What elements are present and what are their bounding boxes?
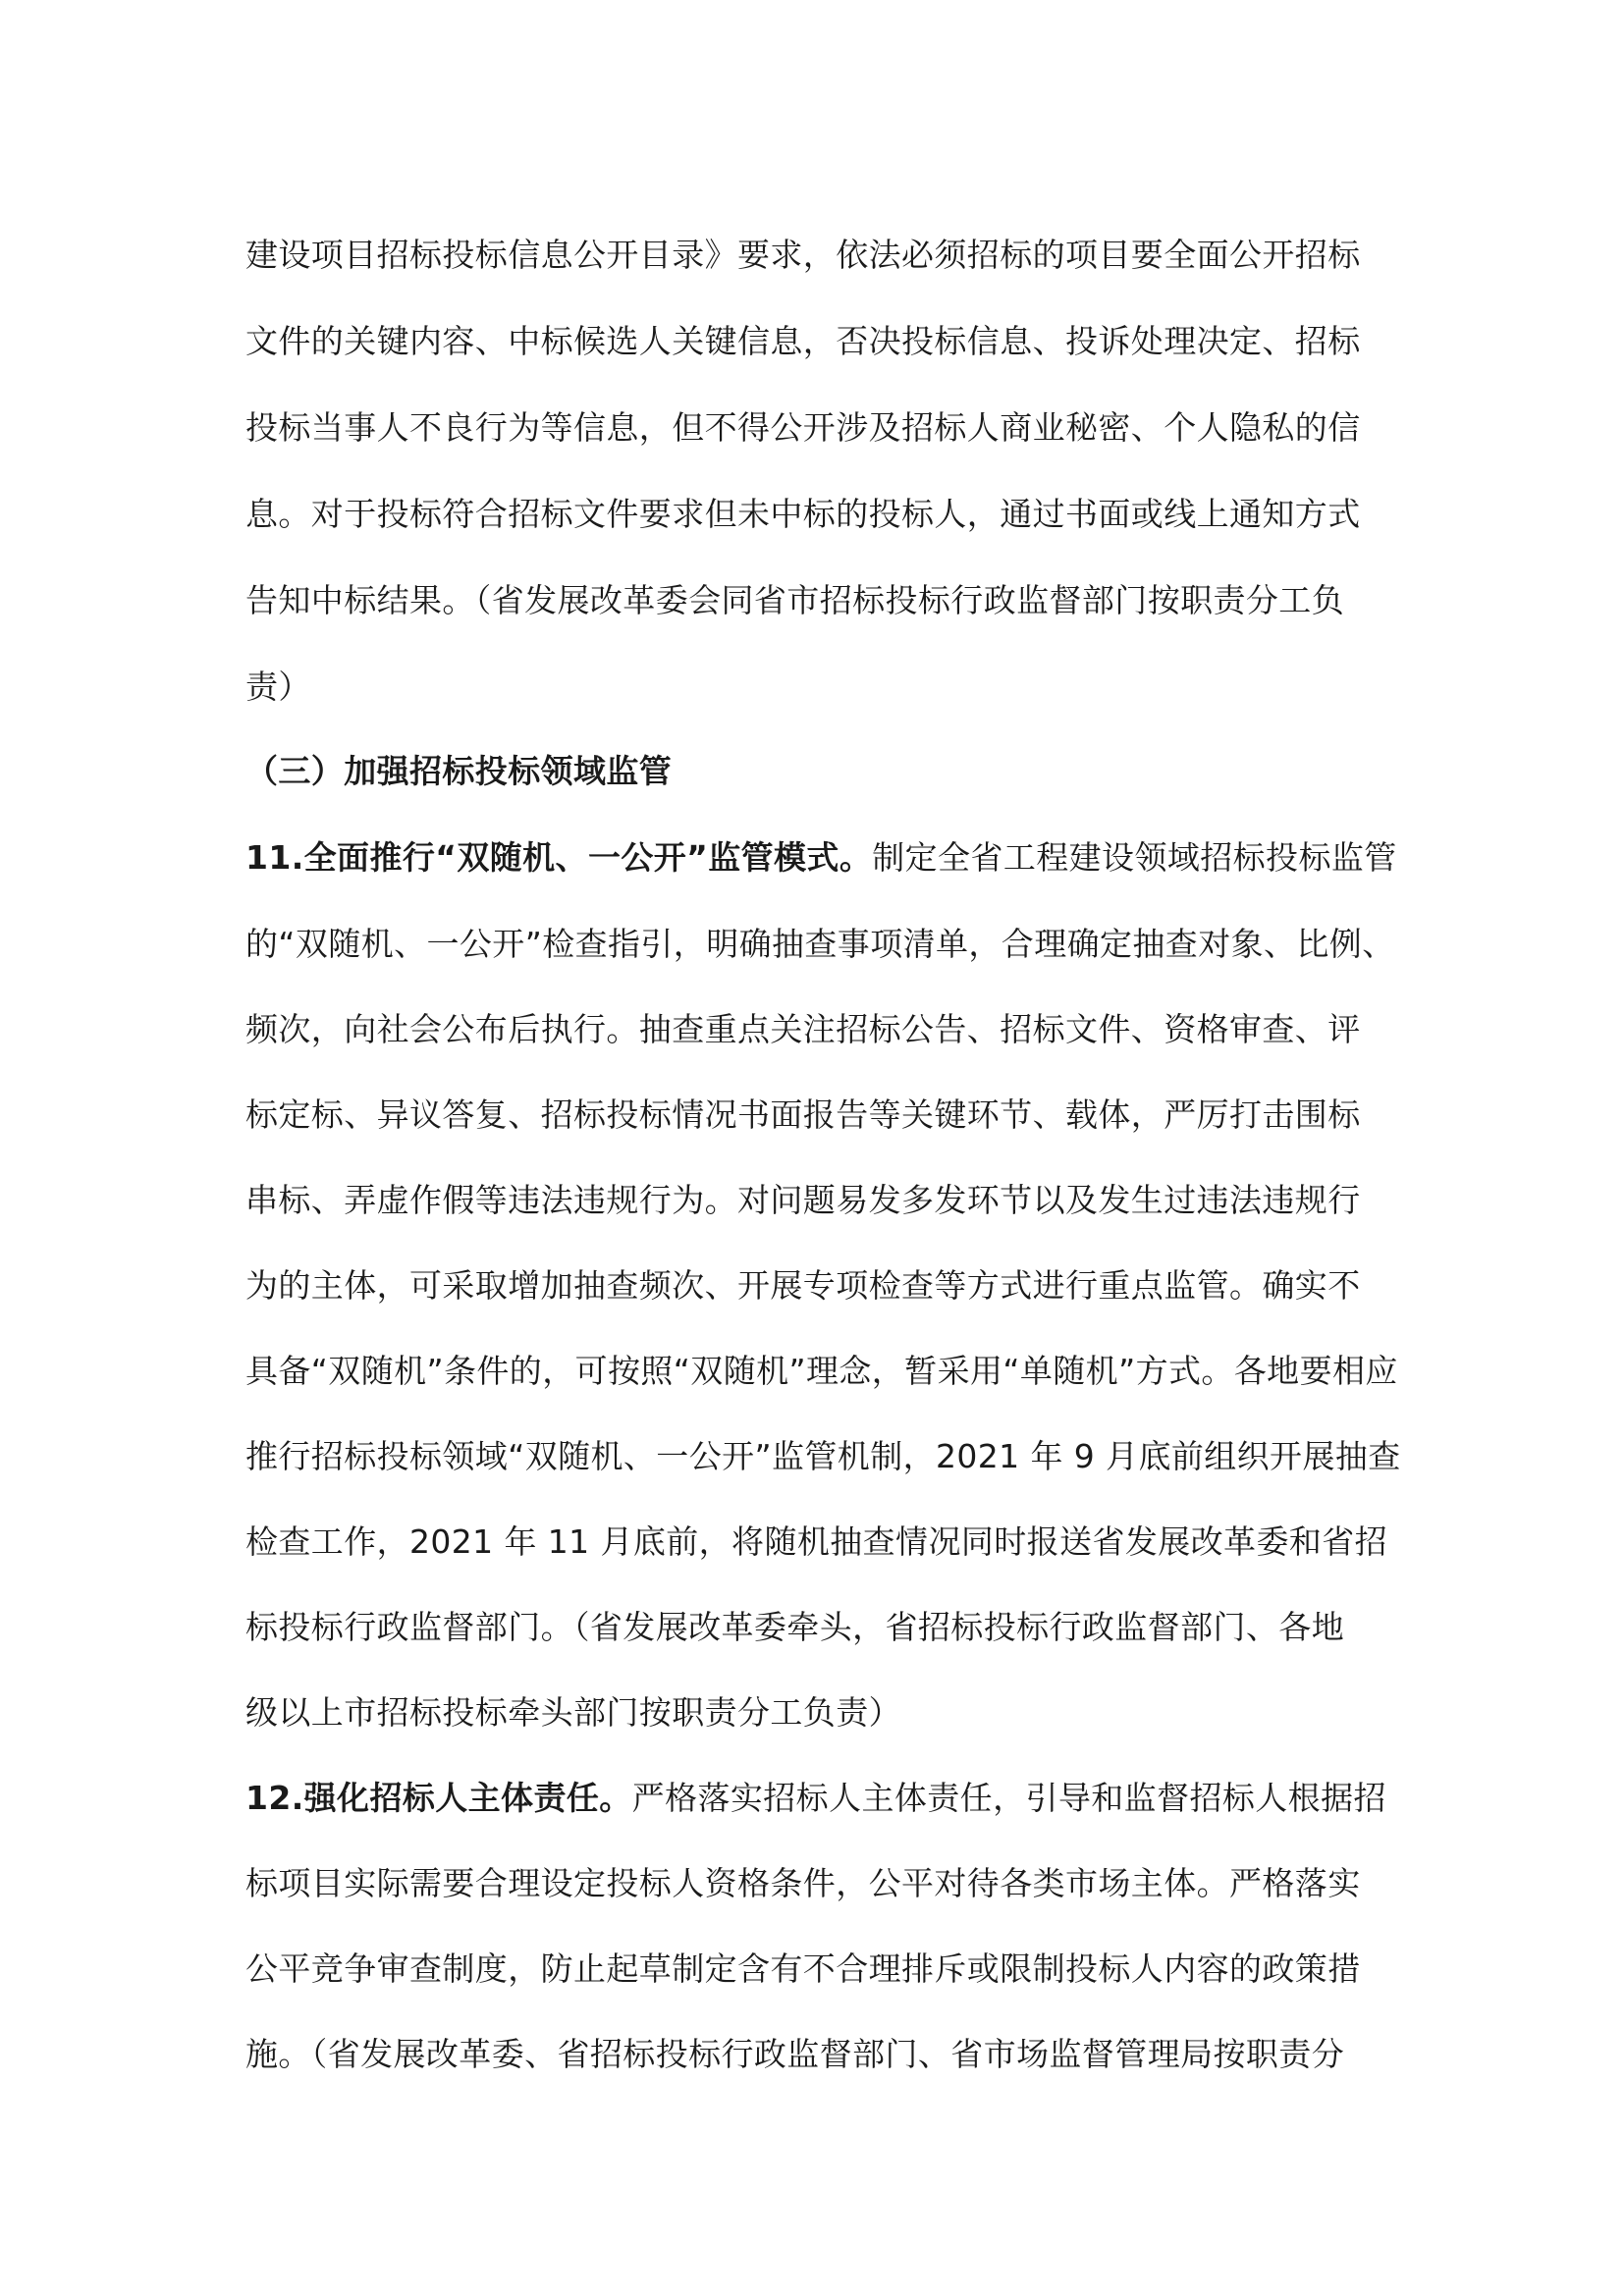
text-line: 文件的关键内容、中标候选人关键信息，否决投标信息、投诉处理决定、招标 [245,322,1361,360]
text-line: 的“双随机、一公开”检查指引，明确抽查事项清单，合理确定抽查对象、比例、 [245,925,1395,963]
text-line: 为的主体，可采取增加抽查频次、开展专项检查等方式进行重点监管。确实不 [245,1266,1361,1305]
text-line: 公平竞争审查制度，防止起草制定含有不合理排斥或限制投标人内容的政策措 [245,1949,1361,1988]
text-line: 频次，向社会公布后执行。抽查重点关注招标公告、招标文件、资格审查、评 [245,1010,1361,1048]
item-11-heading-line [245,836,1397,880]
item-11-text: 制定全省工程建设领域招标投标监管 [872,838,1397,877]
text-line: 具备“双随机”条件的，可按照“双随机”理念，暂采用“单随机”方式。各地要相应 [245,1352,1398,1390]
text-line: 推行招标投标领域“双随机、一公开”监管机制，2021 年 9 月底前组织开展抽查 [245,1437,1401,1475]
text-line: 投标当事人不良行为等信息，但不得公开涉及招标人商业秘密、个人隐私的信 [245,408,1361,447]
text-line: 息。对于投标符合招标文件要求但未中标的投标人，通过书面或线上通知方式 [245,495,1361,533]
item-11-title: 11.全面推行“双随机、一公开”监管模式。 [245,838,873,877]
text-line: 告知中标结果。（省发展改革委会同省市招标投标行政监督部门按职责分工负 [245,581,1345,619]
item-12-title: 12.强化招标人主体责任。 [245,1779,632,1817]
item-12-text: 严格落实招标人主体责任，引导和监督招标人根据招 [631,1779,1386,1817]
text-line: 建设项目招标投标信息公开目录》要求，依法必须招标的项目要全面公开招标 [245,236,1361,274]
text-line: 责） [245,667,311,706]
section-heading: （三）加强招标投标领域监管 [245,752,673,790]
item-12-heading-line [245,1777,1386,1820]
text-line: 标定标、异议答复、招标投标情况书面报告等关键环节、载体，严厉打击围标 [245,1095,1361,1134]
text-line: 标投标行政监督部门。（省发展改革委牵头，省招标投标行政监督部门、各地 [245,1608,1345,1646]
text-line: 检查工作，2021 年 11 月底前，将随机抽查情况同时报送省发展改革委和省招 [245,1522,1388,1561]
text-line: 标项目实际需要合理设定投标人资格条件，公平对待各类市场主体。严格落实 [245,1864,1361,1902]
text-line: 串标、弄虚作假等违法违规行为。对问题易发多发环节以及发生过违法违规行 [245,1181,1361,1219]
text-line: 级以上市招标投标牵头部门按职责分工负责） [245,1693,901,1732]
text-line: 施。（省发展改革委、省招标投标行政监督部门、省市场监督管理局按职责分 [245,2035,1345,2073]
